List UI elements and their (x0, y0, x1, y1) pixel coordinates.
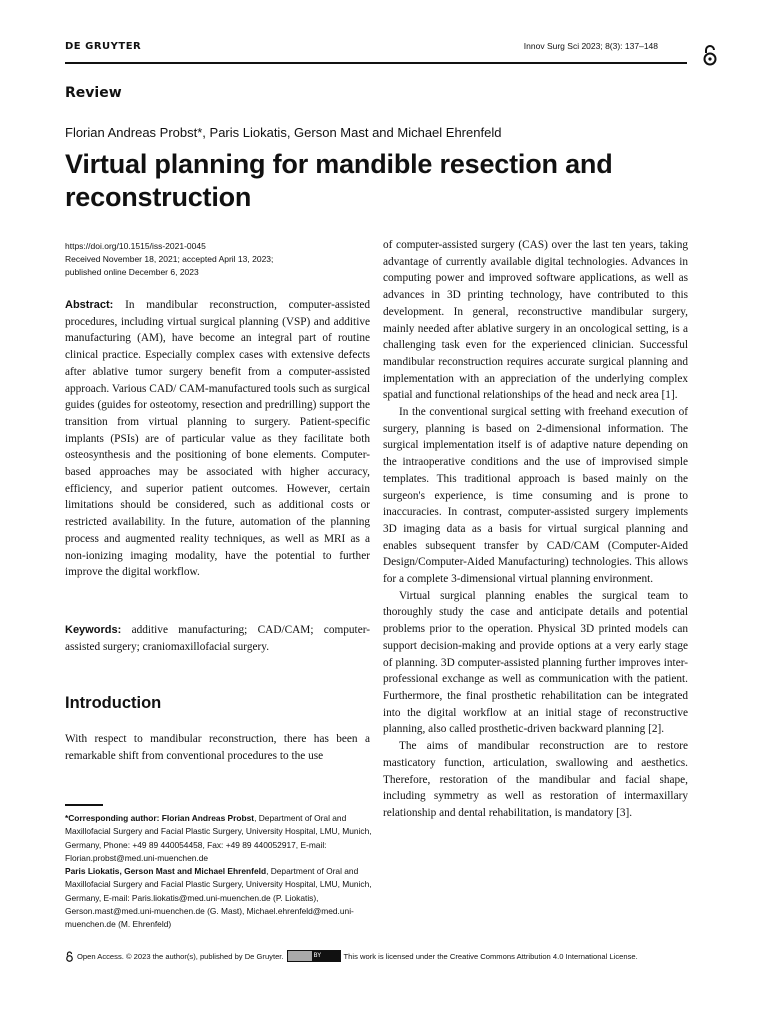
article-type: Review (65, 85, 122, 101)
cc-by-badge[interactable]: BY (287, 950, 341, 962)
license-line (65, 950, 705, 962)
abstract-text: In mandibular reconstruction, computer-assisted procedures, including virtual surgical planning (VSP) and additive manufacturing (AM), have become an integral part of routine clinical practice. Especially complex cases with extensive defects after ablative tumor surgery benefit from a computer-assisted approach. Various CAD/ CAM-manufactured tools such as surgical guides (guides for osteotomy, resection and predrilling) support the transition from virtual planning to surgery. Patient-specific implants (PSIs) are of particular value as they facilitate both osteosynthesis and the positioning of bone elements. Computer-based approaches may be associated with higher accuracy, efficiency, and superior patient outcomes. However, certain limitations should be considered, such as additional costs or restricted availability. In the future, automation of the planning process and augmented reality techniques, as well as MRI as a non-ionizing imaging modality, have the potential to further improve the digital workflow. (65, 299, 370, 579)
keywords-label: Keywords: (65, 624, 122, 636)
authors-line: Florian Andreas Probst*, Paris Liokatis, Gerson Mast and Michael Ehrenfeld (65, 125, 502, 140)
corresponding-author-label: *Corresponding author: Florian Andreas Probst (65, 813, 255, 823)
paragraph-3: Virtual surgical planning enables the surgical team to thoroughly study the case and anticipate details and potential problems prior to the operation. Physical 3D printed models can support decision-making and provide options at a very early stage of planning. 3D computer-assisted planning further improves inter-professional exchange as well as communication with the patient. Furthermore, the final prosthetic rehabilitation can be integrated into the digital workflow at an initial stage of reconstructive planning, also called prosthetic-driven backward planning [2]. (383, 589, 688, 736)
doi-link[interactable]: https://doi.org/10.1515/iss-2021-0045 (65, 241, 206, 251)
article-meta (65, 240, 273, 279)
coauthors-text: , Department of Oral and Maxillofacial Surgery and Facial Plastic Surgery, University Hospital, LMU, Munich, Germany, E-mail: Paris.liokatis@med.uni-muenchen.de (P. Liokatis), Gerson.mast@med.uni-muenchen.de (G. Mast), Michael.ehrenfeld@med.uni-muenchen.de (M. Ehrenfeld) (65, 866, 372, 930)
open-access-icon (701, 44, 719, 66)
publisher-name: DE GRUYTER (65, 41, 142, 52)
corresponding-author-text: , Department of Oral and Maxillofacial Surgery and Facial Plastic Surgery, University Hospital, LMU, Munich, Germany, Phone: +49 89 440054458, Fax: +49 89 440052917, E-mail: Florian.probst@med.uni-muenchen.de (65, 813, 372, 863)
author-footnotes (65, 812, 375, 932)
journal-citation: Innov Surg Sci 2023; 8(3): 137–148 (523, 41, 658, 51)
open-access-small-icon (65, 951, 74, 962)
introduction-heading: Introduction (65, 694, 162, 712)
paragraph-4: The aims of mandibular reconstruction are to restore masticatory function, articulation, swallowing and aesthetics. Therefore, restoration of the mandibular and facial shape, including symmetry as well as restoration of intermaxillary relationship and dental rehabilitation, is mandatory [3]. (383, 740, 688, 819)
abstract-label: Abstract: (65, 299, 114, 311)
header-rule (65, 62, 687, 64)
paragraph-2: In the conventional surgical setting with freehand execution of surgery, planning is based on 2-dimensional information. The surgical implementation itself is of adaptive nature depending on the intraoperative conditions and the use of improvised simple templates. This traditional approach is based mainly on the surgeon's experience, is time consuming and is prone to inaccuracies. In contrast, computer-assisted surgery implements 3D imaging data as a basis for virtual surgical planning and enables subsequent transfer by CAD/CAM (Computer-Aided Design/Computer-Aided Manufacturing) technologies. This allows for a complete 3-dimensional virtual planning environment. (383, 406, 688, 586)
introduction-text: With respect to mandibular reconstruction, there has been a remarkable shift from conventional procedures to the use (65, 733, 370, 762)
open-access-text: Open Access. © 2023 the author(s), published by De Gruyter. (77, 951, 284, 961)
paragraph-1: of computer-assisted surgery (CAS) over the last ten years, taking advantage of currently available digital technologies. Advances in computing power and improved software applications, as well as advances in 3D printing technology, have contributed to this development. In general, reconstructive mandibular surgery, mainly needed after ablative surgery in an oncological setting, is a challenging task even for the experienced clinician. Successful mandibular reconstruction requires accurate surgical planning and implementation with an appreciation of the underlying complex spatial and functional relationships of the head and neck area [1]. (383, 239, 688, 402)
footnote-rule (65, 804, 103, 806)
coauthors-label: Paris Liokatis, Gerson Mast and Michael Ehrenfeld (65, 866, 267, 877)
received-date: Received November 18, 2021; accepted April 13, 2023; (65, 254, 274, 264)
published-date: published online December 6, 2023 (65, 267, 199, 277)
license-statement: This work is licensed under the Creative Commons Attribution 4.0 International License. (343, 951, 638, 961)
article-title: Virtual planning for mandible resection and reconstruction (65, 149, 613, 212)
keywords-text: additive manufacturing; CAD/CAM; computer-assisted surgery; craniomaxillofacial surgery. (65, 624, 371, 653)
abstract (65, 297, 370, 581)
right-column (383, 237, 688, 822)
keywords (65, 622, 370, 655)
